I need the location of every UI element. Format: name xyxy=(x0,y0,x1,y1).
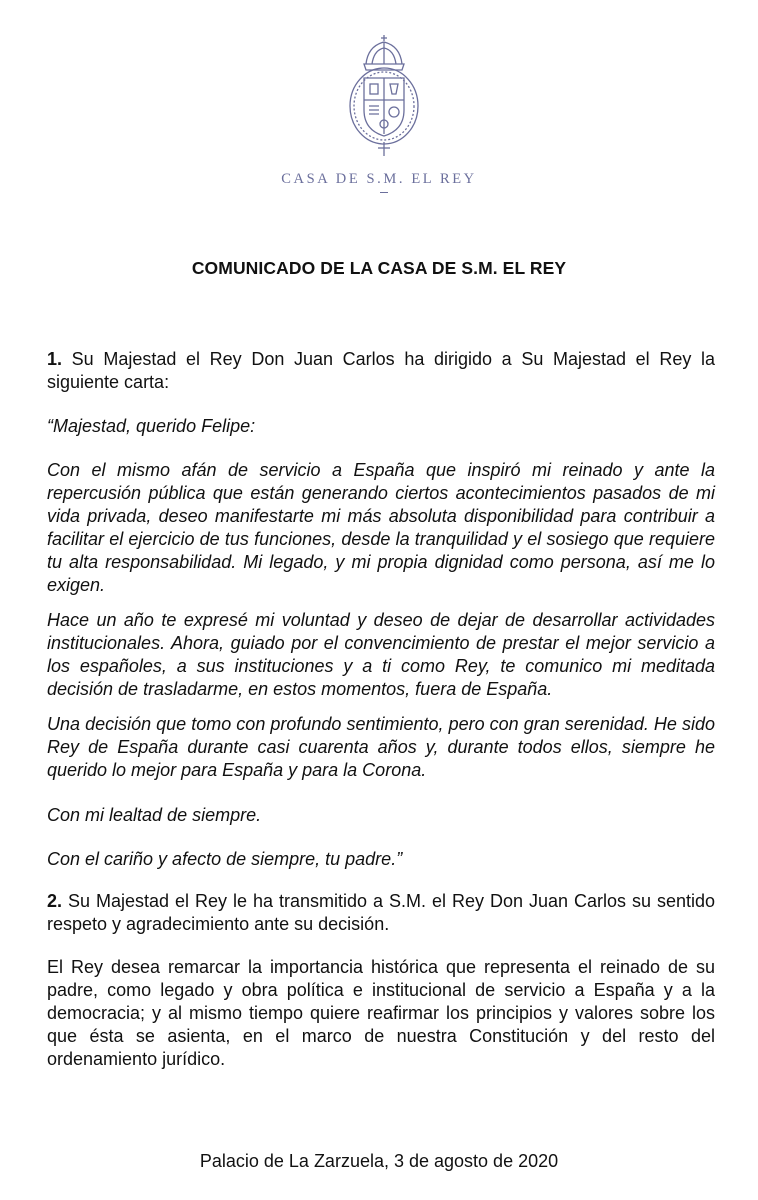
house-name-rule xyxy=(380,192,388,193)
letter-closing-2: Con el cariño y afecto de siempre, tu padre.” xyxy=(47,849,403,869)
letter-paragraph-1: Con el mismo afán de servicio a España que inspiró mi reinado y ante la repercusión pública que están generando ciertos acontecimientos pasados de mi vida privada, deseo manifestarte mi más absoluta disponibilidad para contribuir a facilitar el ejercicio de tus funciones, desde la tranquilidad y el sosiego que requiere tu alta responsabilidad. Mi legado, y mi propia dignidad como persona, así me lo exigen. xyxy=(47,460,715,595)
letter-paragraph-3: Una decisión que tomo con profundo sentimiento, pero con gran serenidad. He sido Rey de España durante casi cuarenta años y, durante todos ellos, siempre he querido lo mejor para España y para la Corona. xyxy=(47,714,715,780)
letter-paragraph-2: Hace un año te expresé mi voluntad y deseo de dejar de desarrollar actividades institucionales. Ahora, guiado por el convencimiento de prestar el mejor servicio a los españoles, a sus instituciones y a ti como Rey, te comunico mi meditada decisión de trasladarme, en estos momentos, fuera de España. xyxy=(47,610,715,699)
house-name: CASA DE S.M. EL REY xyxy=(281,171,477,187)
section-1-text: Su Majestad el Rey Don Juan Carlos ha dirigido a Su Majestad el Rey la siguiente carta: xyxy=(47,349,715,392)
letter-salutation: “Majestad, querido Felipe: xyxy=(47,416,256,436)
signoff: Palacio de La Zarzuela, 3 de agosto de 2020 xyxy=(199,1151,559,1171)
section-2-paragraph-2: El Rey desea remarcar la importancia histórica que representa el reinado de su padre, como legado y obra política e institucional de servicio a España y a la democracia; y al mismo tiempo quiere reafirmar los principios y valores sobre los que ésta se asienta, en el marco de nuestra Constitución y del resto del ordenamiento jurídico. xyxy=(47,957,715,1069)
letter-closing-1: Con mi lealtad de siempre. xyxy=(47,805,262,825)
section-2-number: 2. xyxy=(47,891,63,911)
royal-crest-icon xyxy=(338,34,430,158)
section-1-paragraph xyxy=(47,348,715,394)
page-title: COMUNICADO DE LA CASA DE S.M. EL REY xyxy=(191,258,567,278)
section-1-number: 1. xyxy=(47,349,63,369)
section-2-text: Su Majestad el Rey le ha transmitido a S.M. el Rey Don Juan Carlos su sentido respeto y agradecimiento ante su decisión. xyxy=(47,891,715,934)
section-2-paragraph xyxy=(47,890,715,936)
